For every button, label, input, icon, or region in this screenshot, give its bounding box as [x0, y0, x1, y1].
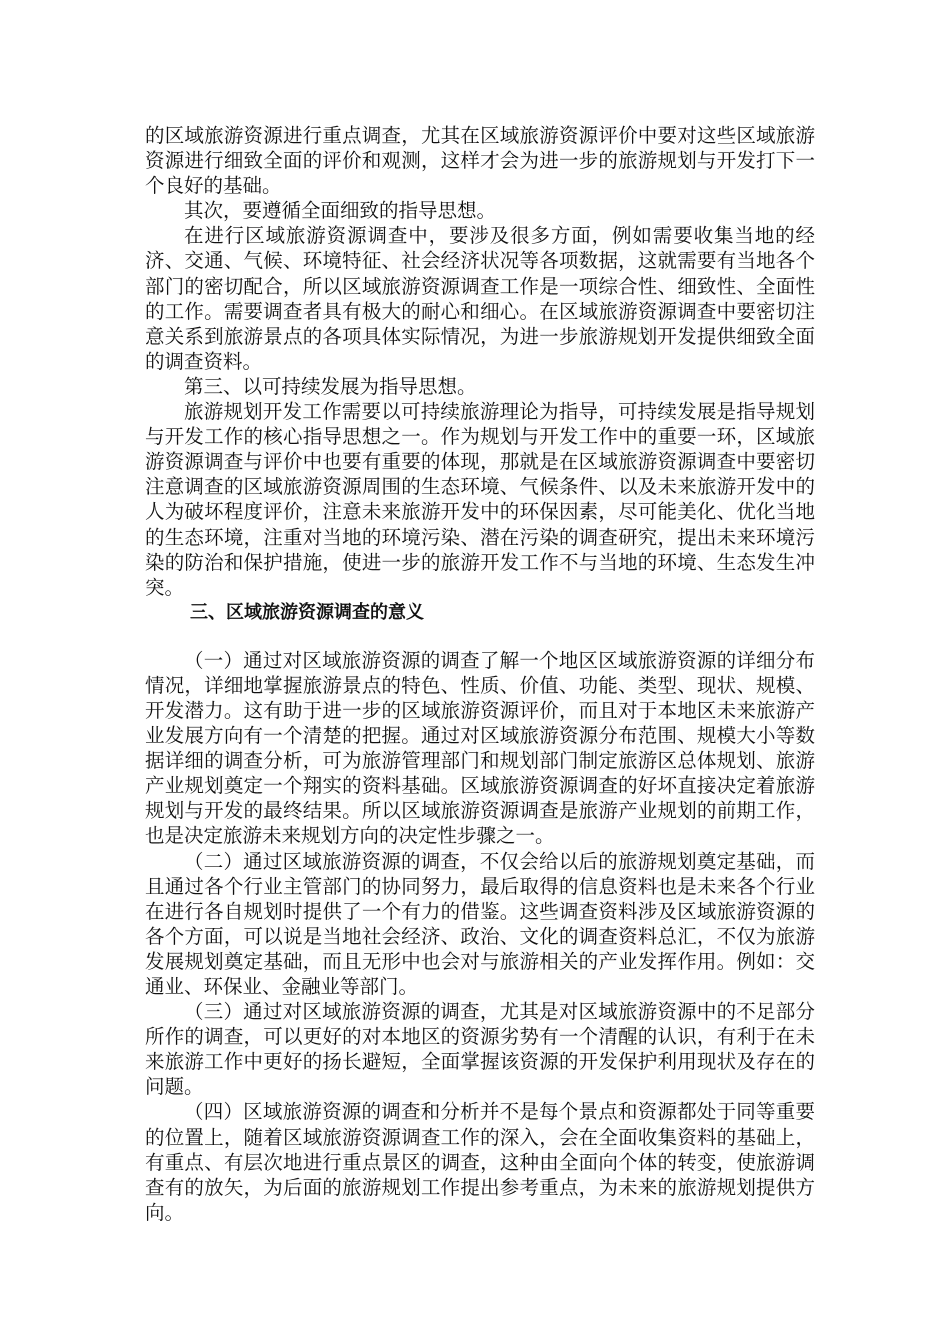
paragraph-significance-3: （三）通过对区域旅游资源的调查，尤其是对区域旅游资源中的不足部分所作的调查，可以更好的对本地区的资源劣势有一个清醒的认识，有利于在未来旅游工作中更好的扬长避短，全面掌握该资源的开发保护利用现状及存在的问题。: [145, 1000, 815, 1099]
paragraph-significance-1: （一）通过对区域旅游资源的调查了解一个地区区域旅游资源的详细分布情况，详细地掌握旅游景点的特色、性质、价值、功能、类型、现状、规模、开发潜力。这有助于进一步的区域旅游资源评价，而且对于本地区未来旅游产业发展方向有一个清楚的把握。通过对区域旅游资源分布范围、规模大小等数据详细的调查分析，可为旅游管理部门和规划部门制定旅游区总体规划、旅游产业规划奠定一个翔实的资料基础。区域旅游资源调查的好坏直接决定着旅游规划与开发的最终结果。所以区域旅游资源调查是旅游产业规划的前期工作，也是决定旅游未来规划方向的决定性步骤之一。: [145, 648, 815, 848]
section-heading: 三、区域旅游资源调查的意义: [190, 601, 424, 623]
paragraph-principle-2-body: 在进行区域旅游资源调查中，要涉及很多方面，例如需要收集当地的经济、交通、气候、环境特征、社会经济状况等各项数据，这就需要有当地各个部门的密切配合，所以区域旅游资源调查工作是一项综合性、细致性、全面性的工作。需要调查者具有极大的耐心和细心。在区域旅游资源调查中要密切注意关系到旅游景点的各项具体实际情况，为进一步旅游规划开发提供细致全面的调查资料。: [145, 224, 815, 373]
paragraph-principle-3: 第三、以可持续发展为指导思想。: [184, 374, 477, 398]
paragraph-significance-4: （四）区域旅游资源的调查和分析并不是每个景点和资源都处于同等重要的位置上，随着区域旅游资源调查工作的深入，会在全面收集资料的基础上，有重点、有层次地进行重点景区的调查，这种由全面向个体的转变，使旅游调查有的放矢，为后面的旅游规划工作提出参考重点，为未来的旅游规划提供方向。: [145, 1100, 815, 1224]
paragraph-principle-3-body: 旅游规划开发工作需要以可持续旅游理论为指导，可持续发展是指导规划与开发工作的核心指导思想之一。作为规划与开发工作中的重要一环，区域旅游资源调查与评价中也要有重要的体现，那就是在区域旅游资源调查中要密切注意调查的区域旅游资源周围的生态环境、气候条件、以及未来旅游开发中的人为破坏程度评价，注意未来旅游开发中的环保因素，尽可能美化、优化当地的生态环境，注重对当地的环境污染、潜在污染的调查研究，提出未来环境污染的防治和保护措施，使进一步的旅游开发工作不与当地的环境、生态发生冲突。: [145, 400, 815, 599]
paragraph-significance-2: （二）通过区域旅游资源的调查，不仅会给以后的旅游规划奠定基础，而且通过各个行业主管部门的协同努力，最后取得的信息资料也是未来各个行业在进行各自规划时提供了一个有力的借鉴。这些调查资料涉及区域旅游资源的各个方面，可以说是当地社会经济、政治、文化的调查资料总汇，不仅为旅游发展规划奠定基础，而且无形中也会对与旅游相关的产业发挥作用。例如：交通业、环保业、金融业等部门。: [145, 849, 815, 998]
paragraph-continuation: 的区域旅游资源进行重点调查，尤其在区域旅游资源评价中要对这些区域旅游资源进行细致全面的评价和观测，这样才会为进一步的旅游规划与开发打下一个良好的基础。: [145, 124, 815, 198]
paragraph-principle-2: 其次，要遵循全面细致的指导思想。: [184, 199, 497, 223]
document-page: [145, 123, 815, 1225]
